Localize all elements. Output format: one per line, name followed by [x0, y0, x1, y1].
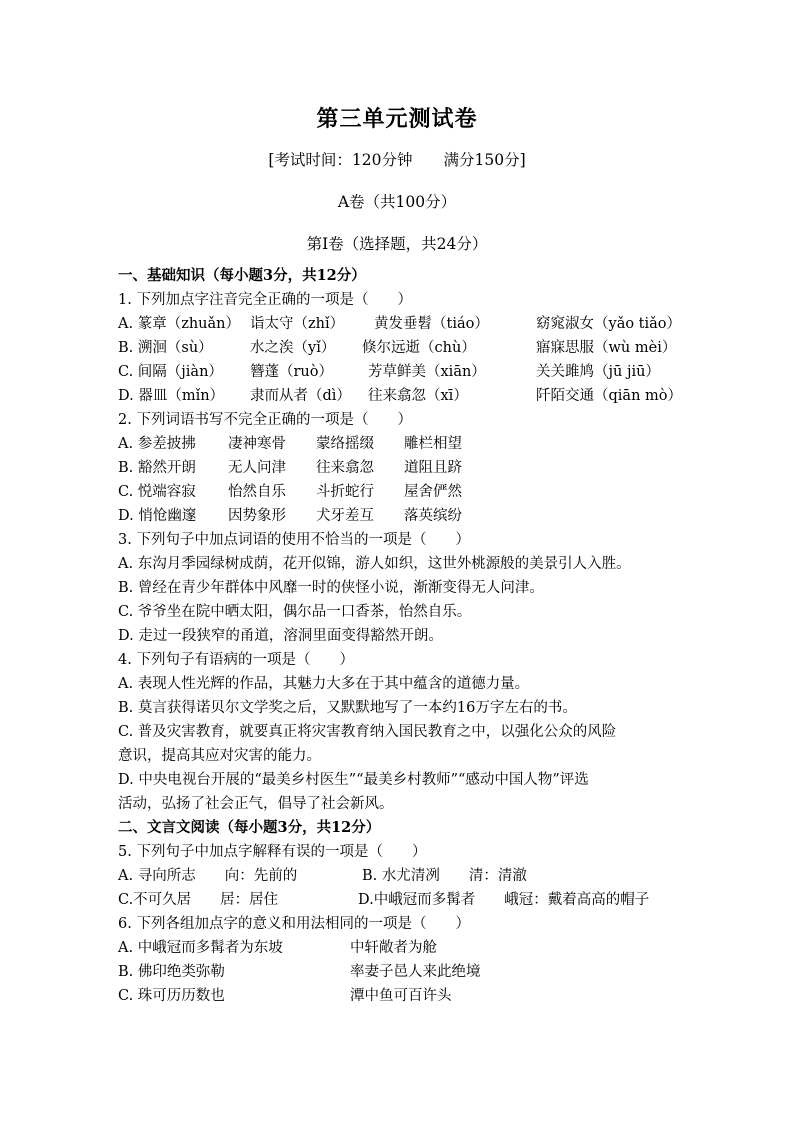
- part-a-label: A卷（共100分）: [337, 193, 457, 211]
- q6-c-2: 潭中鱼可百许头: [350, 988, 452, 1004]
- q2-b-4: 道阻且跻: [404, 460, 462, 476]
- q1-c-1: C. 间隔（jiàn）: [118, 364, 223, 380]
- q4-option-b: B. 莫言获得诺贝尔文学奖之后，又默默地写了一本约16万字左右的书。: [118, 700, 577, 716]
- q2-d-2: 因势象形: [228, 508, 286, 524]
- q4-option-d-cont: 活动，弘扬了社会正气，倡导了社会新风。: [118, 796, 394, 812]
- q2-a-3: 蒙络摇缀: [316, 436, 374, 452]
- q4-option-c-cont: 意识，提高其应对灾害的能力。: [118, 748, 321, 764]
- q1-b-3: 倏尔远逝（chù）: [362, 340, 476, 356]
- section2-heading: 二、文言文阅读（每小题3分，共12分）: [118, 819, 381, 836]
- q1-option-a: [118, 312, 688, 336]
- q2-d-3: 犬牙差互: [316, 508, 374, 524]
- q2-b-1: B. 豁然开朗: [118, 460, 196, 476]
- q6-a-2: 中轩敞者为舱: [350, 940, 437, 956]
- q5-option-c: C.不可久居 居：居住: [118, 892, 279, 908]
- q5-option-b: B. 水尤清冽 清：清澈: [362, 868, 527, 884]
- q1-stem: 1. 下列加点字注音完全正确的一项是（ ）: [118, 292, 412, 308]
- q1-d-2: 隶而从者（dì）: [250, 388, 351, 404]
- q4-option-a: A. 表现人性光辉的作品，其魅力大多在于其中蕴含的道德力量。: [118, 676, 530, 692]
- q2-a-4: 雕栏相望: [404, 436, 462, 452]
- q6-a-1: A. 中峨冠而多髯者为东坡: [118, 940, 283, 956]
- q3-option-a: A. 东沟月季园绿树成荫，花开似锦，游人如织，这世外桃源般的美景引人入胜。: [118, 556, 631, 572]
- q2-b-3: 往来翕忽: [316, 460, 374, 476]
- q6-stem: 6. 下列各组加点字的意义和用法相同的一项是（ ）: [118, 916, 470, 932]
- exam-info: [考试时间：120分钟 满分150分]: [268, 151, 526, 169]
- q3-stem: 3. 下列句子中加点词语的使用不恰当的一项是（ ）: [118, 532, 470, 548]
- q1-option-d: [118, 384, 688, 408]
- q2-option-b: [118, 456, 518, 480]
- q6-option-a: [118, 936, 688, 960]
- q6-option-b: [118, 960, 688, 984]
- q6-c-1: C. 珠可历历数也: [118, 988, 225, 1004]
- q1-option-c: [118, 360, 688, 384]
- section1-heading: 一、基础知识（每小题3分，共12分）: [118, 267, 366, 284]
- q1-c-2: 簪蓬（ruò）: [250, 364, 333, 380]
- q1-b-2: 水之涘（yǐ）: [250, 340, 336, 356]
- q2-c-2: 怡然自乐: [228, 484, 286, 500]
- q1-c-3: 芳草鲜美（xiān）: [368, 364, 486, 380]
- q1-c-4: 关关雎鸠（jū jiū）: [536, 364, 660, 380]
- q6-b-1: B. 佛印绝类弥勒: [118, 964, 225, 980]
- q2-option-d: [118, 504, 518, 528]
- q1-a-2: 诣太守（zhǐ）: [250, 316, 345, 332]
- q2-c-3: 斗折蛇行: [316, 484, 374, 500]
- q2-c-4: 屋舍俨然: [404, 484, 462, 500]
- q4-option-c: C. 普及灾害教育，就要真正将灾害教育纳入国民教育之中，以强化公众的风险: [118, 724, 617, 740]
- q5-stem: 5. 下列句子中加点字解释有误的一项是（ ）: [118, 844, 427, 860]
- q1-a-4: 窈窕淑女（yǎo tiǎo）: [536, 316, 682, 332]
- volume-one-label: 第Ⅰ卷（选择题，共24分）: [306, 235, 488, 253]
- q1-option-b: [118, 336, 688, 360]
- page-title: 第三单元测试卷: [316, 106, 478, 132]
- q6-option-c: [118, 984, 688, 1008]
- q5-row-1: [118, 864, 688, 888]
- q2-d-4: 落英缤纷: [404, 508, 462, 524]
- q2-option-c: [118, 480, 518, 504]
- q2-stem: 2. 下列词语书写不完全正确的一项是（ ）: [118, 412, 412, 428]
- q3-option-d: D. 走过一段狭窄的甬道，溶洞里面变得豁然开朗。: [118, 628, 443, 644]
- q2-a-2: 凄神寒骨: [228, 436, 286, 452]
- q4-stem: 4. 下列句子有语病的一项是（ ）: [118, 652, 354, 668]
- q3-option-b: B. 曾经在青少年群体中风靡一时的侠怪小说，渐渐变得无人问津。: [118, 580, 544, 596]
- q1-d-3: 往来翕忽（xī）: [368, 388, 468, 404]
- q2-b-2: 无人问津: [228, 460, 286, 476]
- q5-option-a: A. 寻向所志 向：先前的: [118, 868, 298, 884]
- q2-c-1: C. 悦端容寂: [118, 484, 196, 500]
- q2-a-1: A. 参差披拂: [118, 436, 196, 452]
- q1-a-3: 黄发垂髫（tiáo）: [374, 316, 489, 332]
- q1-b-4: 寤寐思服（wù mèi）: [536, 340, 677, 356]
- q2-option-a: [118, 432, 518, 456]
- q1-a-1: A. 篆章（zhuǎn）: [118, 316, 240, 332]
- q5-option-d: D.中峨冠而多髯者 峨冠：戴着高高的帽子: [358, 892, 650, 908]
- q1-b-1: B. 溯洄（sù）: [118, 340, 213, 356]
- q4-option-d: D. 中央电视台开展的“最美乡村医生”“最美乡村教师”“感动中国人物”评选: [118, 772, 589, 788]
- q6-b-2: 率妻子邑人来此绝境: [350, 964, 481, 980]
- q3-option-c: C. 爷爷坐在院中晒太阳，偶尔品一口香茶，怡然自乐。: [118, 604, 472, 620]
- q2-d-1: D. 悄怆幽邃: [118, 508, 197, 524]
- q1-d-4: 阡陌交通（qiān mò）: [536, 388, 682, 404]
- q5-row-2: [118, 888, 688, 912]
- q1-d-1: D. 器皿（mǐn）: [118, 388, 225, 404]
